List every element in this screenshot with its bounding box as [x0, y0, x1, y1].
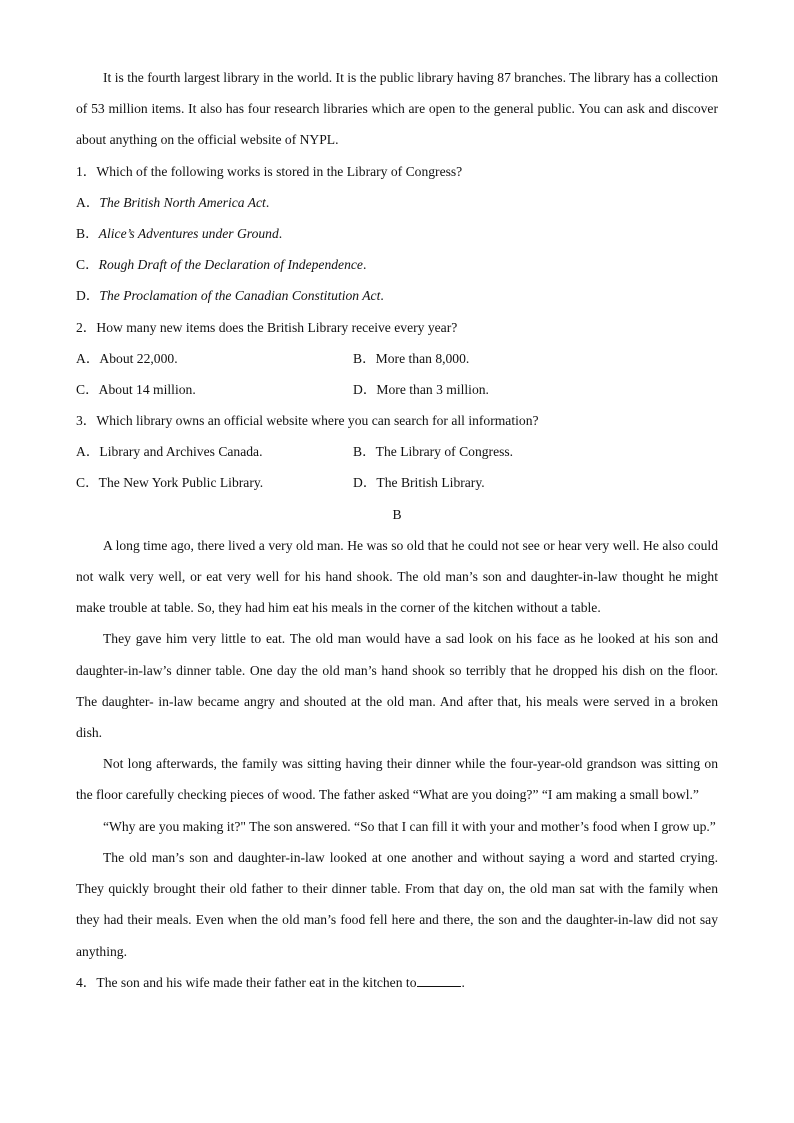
question-2-options-row-1 — [76, 343, 718, 374]
question-2-stem: 2．How many new items does the British Library receive every year? — [76, 319, 458, 335]
option-text: The Library of Congress. — [375, 444, 514, 460]
option-suffix: . — [380, 288, 384, 304]
section-heading: B — [392, 506, 402, 522]
question-1-option-a — [76, 187, 718, 218]
question-2-options-row-2 — [76, 374, 718, 405]
option-suffix: . — [265, 194, 270, 210]
option-label: D． — [76, 288, 100, 304]
question-3-option-a — [76, 436, 353, 467]
passage-b-paragraph-5: The old man’s son and daughter-in-law looked at one another and without saying a word and started crying. They quickly brought their old father to their dinner table. From that day on, the old man sat with the family when they had their meals. Even when the old man’s food fell here and there, the son and the daughter-in-law did not say anything. — [76, 849, 718, 959]
passage-a-paragraph: It is the fourth largest library in the world. It is the public library having 87 branches. The library has a collection of 53 million items. It also has four research libraries which are open to the general public. You can ask and discover about anything on the official website of NYPL. — [76, 70, 718, 148]
passage-b-paragraph-1: A long time ago, there lived a very old man. He was so old that he could not see or hear very well. He also could not walk very well, or eat very well for his hand shook. The old man’s son and daughter-in-law thought he might make trouble at table. So, they had him eat his meals in the corner of the kitchen without a table. — [76, 537, 718, 616]
passage-b-paragraph-4: “Why are you making it?" The son answered. “So that I can fill it with your and mother’s food when I grow up.” — [103, 818, 716, 834]
option-label: B． — [353, 444, 376, 460]
option-label: C． — [76, 257, 99, 273]
question-4-stem — [76, 967, 718, 998]
question-3-options-row-1 — [76, 436, 718, 467]
option-label: A． — [76, 350, 100, 366]
option-suffix: . — [362, 257, 367, 273]
question-2-option-d — [353, 374, 489, 405]
question-2-option-a — [76, 343, 353, 374]
question-3-option-d — [353, 467, 485, 498]
option-text: The Proclamation of the Canadian Constitution Act — [99, 288, 381, 304]
passage-b-paragraph-3: Not long afterwards, the family was sitting having their dinner while the four-year-old grandson was sitting on the floor carefully checking pieces of wood. The father asked “What are you doing?” “I am making a small bowl.” — [76, 756, 718, 803]
question-3-options-row-2 — [76, 467, 718, 498]
option-text: The New York Public Library. — [98, 475, 264, 491]
question-1-stem: 1．Which of the following works is stored in the Library of Congress? — [76, 163, 463, 179]
question-3-option-b — [353, 436, 513, 467]
option-text: Alice’s Adventures under Ground — [98, 225, 279, 241]
option-text: About 14 million. — [98, 381, 196, 397]
question-2-option-b — [353, 343, 469, 374]
option-label: A． — [76, 444, 100, 460]
option-text: The British Library. — [376, 475, 485, 491]
question-1-option-d — [76, 280, 718, 311]
option-label: C． — [76, 381, 99, 397]
option-suffix: . — [278, 225, 283, 241]
question-4-end: . — [461, 974, 465, 990]
question-3-option-c — [76, 467, 353, 498]
answer-blank — [417, 973, 461, 987]
question-3-stem: 3．Which library owns an official website where you can search for all information? — [76, 413, 539, 429]
option-label: B． — [76, 225, 99, 241]
option-text: More than 8,000. — [375, 350, 470, 366]
question-1-option-c — [76, 249, 718, 280]
option-text: Library and Archives Canada. — [99, 444, 263, 460]
option-text: About 22,000. — [99, 350, 178, 366]
option-text: The British North America Act — [99, 194, 266, 210]
option-label: B． — [353, 350, 376, 366]
question-2-option-c — [76, 374, 353, 405]
question-4-text: 4．The son and his wife made their father eat in the kitchen to — [76, 974, 417, 990]
option-label: D． — [353, 475, 377, 491]
option-label: A． — [76, 194, 100, 210]
option-text: More than 3 million. — [376, 381, 489, 397]
question-1-option-b — [76, 218, 718, 249]
option-label: C． — [76, 475, 99, 491]
option-text: Rough Draft of the Declaration of Independence — [98, 257, 363, 273]
passage-b-paragraph-2: They gave him very little to eat. The old man would have a sad look on his face as he looked at his son and daughter-in-law’s dinner table. One day the old man’s hand shook so terribly that he dropped his dish on the floor. The daughter- in-law became angry and shouted at the old man. And after that, his meals were served in a broken dish. — [76, 631, 718, 741]
option-label: D． — [353, 381, 377, 397]
